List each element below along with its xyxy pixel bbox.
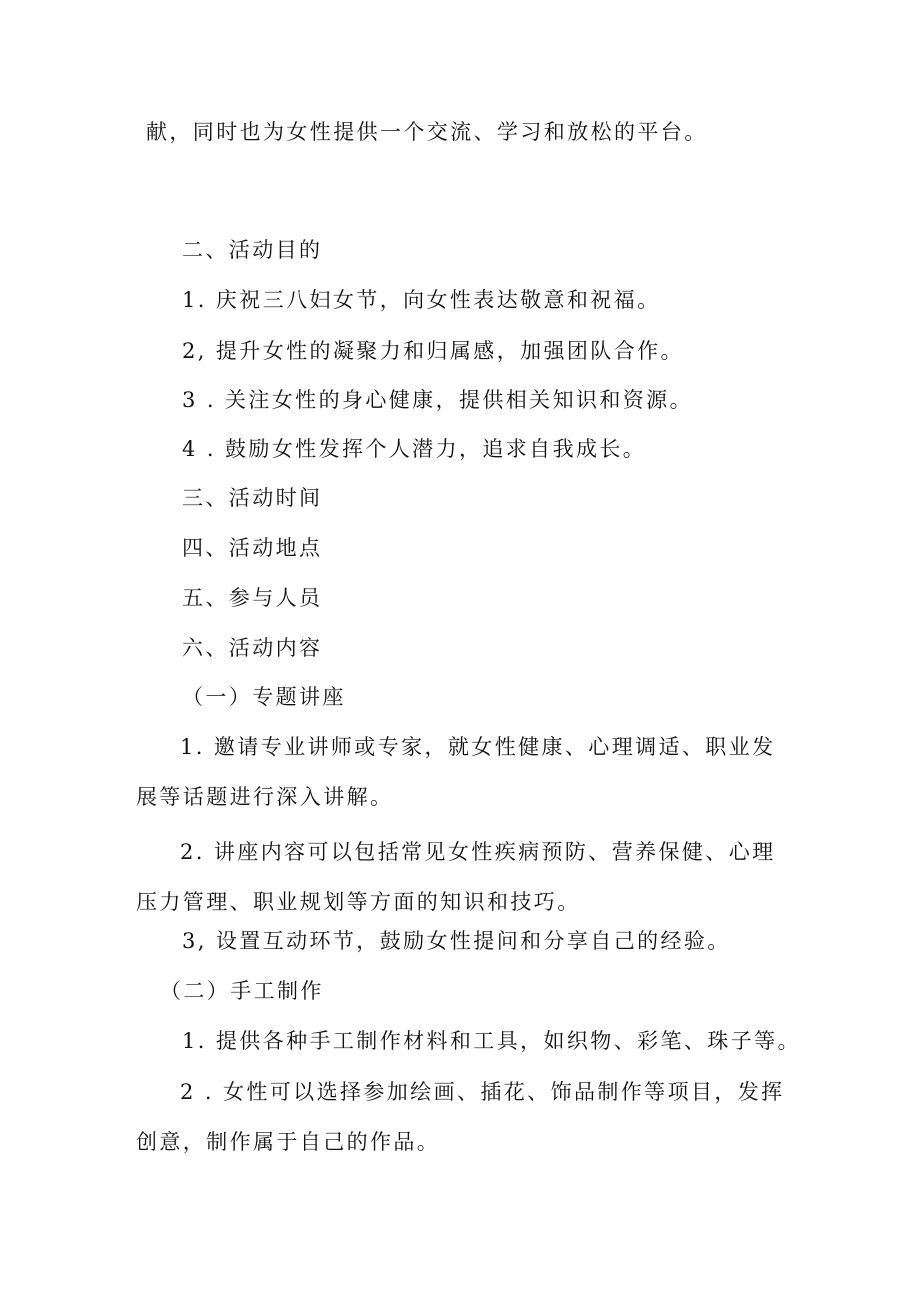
- purpose-item-4: 4 . 鼓励女性发挥个人潜力，追求自我成长。: [182, 437, 647, 461]
- section-heading-participants: 五、参与人员: [182, 586, 323, 610]
- subsection-heading-lecture: （一）专题讲座: [182, 685, 346, 709]
- handcraft-item-2: 2 . 女性可以选择参加绘画、插花、饰品制作等项目，发挥创意，制作属于自己的作品。: [136, 1080, 785, 1154]
- lecture-item-1: 1. 邀请专业讲师或专家，就女性健康、心理调适、职业发展等话题进行深入讲解。: [136, 735, 776, 809]
- paragraph-continuation: 献，同时也为女性提供一个交流、学习和放松的平台。: [146, 120, 708, 144]
- purpose-item-2: 2, 提升女性的凝聚力和归属感，加强团队合作。: [182, 339, 684, 363]
- handcraft-item-1: 1. 提供各种手工制作材料和工具，如织物、彩笔、珠子等。: [182, 1029, 801, 1053]
- section-heading-content: 六、活动内容: [182, 636, 323, 660]
- lecture-item-2: 2. 讲座内容可以包括常见女性疾病预防、营养保健、心理压力管理、职业规划等方面的知识和技巧。: [136, 840, 776, 914]
- purpose-item-1: 1. 庆祝三八妇女节，向女性表达敬意和祝福。: [182, 288, 661, 312]
- subsection-heading-handcraft: （二）手工制作: [160, 979, 324, 1003]
- purpose-item-3: 3 . 关注女性的身心健康，提供相关知识和资源。: [182, 388, 693, 412]
- lecture-item-3: 3, 设置互动环节，鼓励女性提问和分享自己的经验。: [182, 929, 731, 953]
- section-heading-purpose: 二、活动目的: [182, 238, 323, 262]
- section-heading-time: 三、活动时间: [182, 486, 323, 510]
- section-heading-location: 四、活动地点: [182, 536, 323, 560]
